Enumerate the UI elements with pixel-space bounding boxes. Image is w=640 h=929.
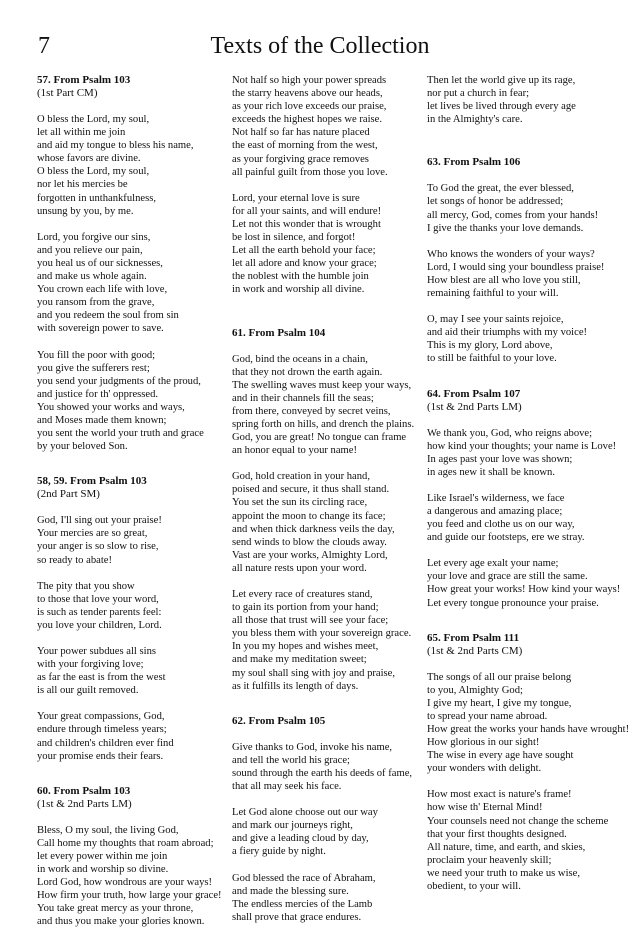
hymn-list <box>427 156 630 893</box>
verse-line: God, hold creation in your hand, <box>232 471 370 483</box>
verse-line: endure through timeless years; <box>37 724 167 736</box>
verse-line: and give a leading cloud by day, <box>232 833 369 845</box>
verse-line: You take great mercy as your throne, <box>37 903 194 915</box>
stanza <box>427 182 625 234</box>
hymn-text <box>427 671 630 894</box>
verse-line: all those that trust will see your face; <box>232 615 389 627</box>
verse-line: let all adore and know your grace; <box>232 258 377 270</box>
stanza <box>427 427 625 479</box>
hymn-heading: 65. From Psalm 111 <box>427 631 520 644</box>
verse-line: The pity that you show <box>37 580 135 592</box>
verse-line: The swelling waves must keep your ways, <box>232 379 412 391</box>
verse-line: your promise ends their fears. <box>37 750 164 762</box>
hymn-heading: 61. From Psalm 104 <box>232 326 326 339</box>
hymn-list <box>232 327 430 924</box>
stanza <box>232 74 430 179</box>
verse-line: in ages new it shall be known. <box>427 466 555 478</box>
verse-line: by your beloved Son. <box>37 441 128 453</box>
verse-line: in work and worship all divine. <box>232 284 365 296</box>
verse-line: as it fulfills its length of days. <box>232 680 359 692</box>
verse-line: In you my hopes and wishes meet, <box>232 641 379 653</box>
hymn-block <box>232 327 430 693</box>
stanza <box>37 580 235 632</box>
verse-line: and thus you make your glories known. <box>37 916 205 928</box>
verse-line: proclaim your heavenly skill; <box>427 854 552 866</box>
stanza <box>427 557 625 609</box>
verse-line: let lives be lived through every age <box>427 101 576 113</box>
hymn-text <box>232 353 430 693</box>
hymn-heading: 62. From Psalm 105 <box>232 714 326 727</box>
verse-line: spring forth on hills, and drench the plains. <box>232 418 415 430</box>
verse-line: as far the east is from the west <box>37 672 166 684</box>
verse-line: nor put a church in fear; <box>427 88 530 100</box>
verse-line: exceeds the highest hopes we raise. <box>232 114 383 126</box>
verse-line: Your great compassions, God, <box>37 711 165 723</box>
verse-line: and aid my tongue to bless his name, <box>37 140 194 152</box>
verse-line: and make my meditation sweet; <box>232 654 367 666</box>
verse-line: Let all the earth behold your face; <box>232 245 376 257</box>
verse-line: This is my glory, Lord above, <box>427 340 553 352</box>
verse-line: your anger is so slow to rise, <box>37 541 159 553</box>
verse-line: and made the blessing sure. <box>232 885 349 897</box>
verse-line: The songs of all our praise belong <box>427 671 572 683</box>
verse-line: I give my heart, I give my tongue, <box>427 697 572 709</box>
verse-line: you give the sufferers rest; <box>37 362 150 374</box>
verse-line: how kind your thoughts; your name is Love! <box>427 440 617 452</box>
verse-line: and when thick darkness veils the day, <box>232 523 395 535</box>
verse-line: Let every tongue pronounce your praise. <box>427 597 599 609</box>
stanza <box>37 645 235 697</box>
hymn-text <box>427 182 625 365</box>
verse-line: for all your saints, and will endure! <box>232 205 382 217</box>
verse-line: shall prove that grace endures. <box>232 911 362 923</box>
verse-line: How most exact is nature's frame! <box>427 789 572 801</box>
stanza <box>37 514 235 566</box>
verse-line: Not half so far has nature placed <box>232 127 370 139</box>
verse-line: you send your judgments of the proud, <box>37 375 201 387</box>
verse-line: that your first thoughts designed. <box>427 828 567 840</box>
verse-line: to those that love your word, <box>37 593 159 605</box>
page-title: Texts of the Collection <box>210 33 430 59</box>
verse-line: Your power subdues all sins <box>37 646 156 657</box>
verse-line: how wise th' Eternal Mind! <box>427 802 543 814</box>
hymn-meter: (1st & 2nd Parts LM) <box>37 797 132 810</box>
verse-line: sound through the earth his deeds of fame, <box>232 767 413 779</box>
verse-line: the east of morning from the west, <box>232 140 378 152</box>
verse-line: with sovereign power to save. <box>37 323 164 335</box>
column-3 <box>427 74 630 893</box>
verse-line: O bless the Lord, my soul, <box>37 166 150 178</box>
stanza <box>232 806 430 858</box>
verse-line: in the Almighty's care. <box>427 114 523 126</box>
verse-line: be lost in silence, and forgot! <box>232 232 356 244</box>
verse-line: Let not this wonder that is wrought <box>232 218 381 230</box>
verse-line: Lord, your eternal love is sure <box>232 192 360 204</box>
verse-line: God, bind the oceans in a chain, <box>232 353 368 365</box>
verse-line: Give thanks to God, invoke his name, <box>232 741 393 753</box>
verse-line: poised and secure, it thus shall stand. <box>232 484 390 496</box>
verse-line: as your rich love exceeds our praise, <box>232 101 387 113</box>
verse-line: Your counsels need not change the scheme <box>427 815 609 827</box>
verse-line: your wonders with delight. <box>427 763 542 775</box>
verse-line: remaining faithful to your will. <box>427 288 559 300</box>
hymn-block <box>232 715 430 924</box>
stanza <box>232 741 430 793</box>
verse-line: Lord God, how wondrous are your ways! <box>37 877 213 889</box>
verse-line: and children's children ever find <box>37 737 174 749</box>
stanza <box>232 353 430 458</box>
verse-line: is all our guilt removed. <box>37 685 139 697</box>
verse-line: All nature, time, and earth, and skies, <box>427 841 586 853</box>
hymn-text <box>427 427 625 610</box>
continued-stanzas <box>427 74 625 126</box>
verse-line: In ages past your love was shown; <box>427 453 573 465</box>
verse-line: you bless them with your sovereign grace. <box>232 628 412 640</box>
verse-line: to still be faithful to your love. <box>427 353 557 365</box>
verse-line: we need your truth to make us wise, <box>427 867 580 879</box>
verse-line: Like Israel's wilderness, we face <box>427 492 565 504</box>
verse-line: an honor equal to your name! <box>232 445 358 457</box>
hymn-text <box>37 113 235 453</box>
hymn-meter: (1st Part CM) <box>37 87 98 99</box>
verse-line: You showed your works and ways, <box>37 401 185 413</box>
verse-line: you ransom from the grave, <box>37 297 155 309</box>
stanza <box>37 113 235 218</box>
verse-line: to spread your name abroad. <box>427 710 548 722</box>
verse-line: all painful guilt from those you love. <box>232 166 388 178</box>
stanza <box>37 231 235 336</box>
stanza <box>232 470 430 575</box>
verse-line: and make us whole again. <box>37 271 147 283</box>
stanza <box>427 788 625 893</box>
verse-line: a dangerous and amazing place; <box>427 505 563 517</box>
verse-line: Let every race of creatures stand, <box>232 589 373 600</box>
verse-line: let all within me join <box>37 127 126 139</box>
verse-line: God blessed the race of Abraham, <box>232 872 376 884</box>
hymn-block <box>37 785 235 929</box>
verse-line: The endless mercies of the Lamb <box>232 898 373 910</box>
hymn-text <box>37 514 235 763</box>
verse-line: let every power within me join <box>37 850 168 862</box>
column-2 <box>232 74 430 924</box>
verse-line: Lord, I would sing your boundless praise! <box>427 261 605 273</box>
hymn-heading: 63. From Psalm 106 <box>427 156 521 169</box>
verse-line: send winds to blow the clouds away. <box>232 536 387 548</box>
verse-line: unsung by you, by me. <box>37 205 134 217</box>
verse-line: Let God alone choose out our way <box>232 807 378 819</box>
stanza <box>232 872 430 924</box>
verse-line: to you, Almighty God; <box>427 684 523 696</box>
continued-stanzas <box>232 74 430 297</box>
verse-line: Call home my thoughts that roam abroad; <box>37 837 214 849</box>
verse-line: God, I'll sing out your praise! <box>37 515 162 527</box>
verse-line: and mark our journeys right, <box>232 820 353 832</box>
stanza <box>37 710 235 762</box>
verse-line: How firm your truth, how large your grace! <box>37 890 222 902</box>
verse-line: God, you are great! No tongue can frame <box>232 432 407 444</box>
stanza <box>427 671 630 776</box>
verse-line: Not half so high your power spreads <box>232 75 387 86</box>
verse-line: Your mercies are so great, <box>37 528 148 540</box>
verse-line: all mercy, God, comes from your hands! <box>427 209 599 221</box>
hymn-block <box>427 156 625 365</box>
page-number: 7 <box>38 33 50 59</box>
verse-line: You crown each life with love, <box>37 284 168 296</box>
verse-line: to gain its portion from your hand; <box>232 602 379 614</box>
verse-line: that they not drown the earth again. <box>232 366 383 378</box>
verse-line: Vast are your works, Almighty Lord, <box>232 549 388 561</box>
hymn-meter: (1st & 2nd Parts LM) <box>427 400 522 413</box>
hymn-heading: 60. From Psalm 103 <box>37 784 131 797</box>
verse-line: How blest are all who love you still, <box>427 274 581 286</box>
verse-line: O bless the Lord, my soul, <box>37 114 150 125</box>
verse-line: you sent the world your truth and grace <box>37 428 204 440</box>
stanza <box>232 588 430 693</box>
verse-line: To God the great, the ever blessed, <box>427 183 574 195</box>
verse-line: all nature rests upon your word. <box>232 562 367 574</box>
verse-line: You set the sun its circling race, <box>232 497 368 509</box>
hymn-block <box>427 631 630 894</box>
hymn-heading: 58, 59. From Psalm 103 <box>37 475 147 488</box>
hymn-list <box>37 74 235 929</box>
verse-line: and guide our footsteps, ere we stray. <box>427 532 585 544</box>
column-1 <box>37 74 235 929</box>
stanza <box>427 492 625 544</box>
hymn-text <box>37 824 235 929</box>
verse-line: Who knows the wonders of your ways? <box>427 248 595 260</box>
hymn-heading: 57. From Psalm 103 <box>37 74 131 86</box>
verse-line: obedient, to your will. <box>427 881 521 893</box>
hymn-block <box>427 388 625 610</box>
verse-line: appoint the moon to change its face; <box>232 510 386 522</box>
verse-line: you feed and clothe us on our way, <box>427 519 575 531</box>
hymn-block <box>37 74 235 453</box>
hymn-block <box>37 475 235 763</box>
verse-line: Let every age exalt your name; <box>427 558 559 570</box>
verse-line: and in their channels fill the seas; <box>232 392 374 404</box>
verse-line: a fiery guide by night. <box>232 846 326 858</box>
verse-line: my soul shall sing with joy and praise, <box>232 667 396 679</box>
verse-line: Lord, you forgive our sins, <box>37 231 151 243</box>
verse-line: with your forgiving love; <box>37 659 144 671</box>
verse-line: O, may I see your saints rejoice, <box>427 314 564 326</box>
verse-line: whose favors are divine. <box>37 153 141 165</box>
verse-line: nor let his mercies be <box>37 179 128 191</box>
verse-line: as your forgiving grace removes <box>232 153 369 165</box>
verse-line: Then let the world give up its rage, <box>427 75 576 86</box>
verse-line: is such as tender parents feel: <box>37 606 162 618</box>
verse-line: from there, conveyed by secret veins, <box>232 405 391 417</box>
verse-line: You fill the poor with good; <box>37 349 156 361</box>
verse-line: and aid their triumphs with my voice! <box>427 327 588 339</box>
verse-line: you heal us of our sicknesses, <box>37 257 163 269</box>
verse-line: let songs of honor be addressed; <box>427 196 564 208</box>
stanza <box>427 248 625 300</box>
verse-line: and justice for th' oppressed. <box>37 388 159 400</box>
verse-line: your love and grace are still the same. <box>427 571 588 583</box>
verse-line: How great the works your hands have wrought! <box>427 724 630 735</box>
hymn-text <box>232 741 430 924</box>
verse-line: I give the thanks your love demands. <box>427 222 584 234</box>
verse-line: and tell the world his grace; <box>232 754 350 766</box>
stanza <box>37 349 235 454</box>
verse-line: in work and worship so divine. <box>37 864 169 876</box>
verse-line: the noblest with the humble join <box>232 271 369 283</box>
verse-line: forgotten in unthankfulness, <box>37 192 156 204</box>
stanza <box>232 192 430 297</box>
stanza <box>427 313 625 365</box>
verse-line: The wise in every age have sought <box>427 750 574 762</box>
stanza <box>37 824 235 929</box>
verse-line: so ready to abate! <box>37 554 113 566</box>
verse-line: and you redeem the soul from sin <box>37 310 179 322</box>
verse-line: Bless, O my soul, the living God, <box>37 824 179 836</box>
hymn-meter: (1st & 2nd Parts CM) <box>427 644 523 657</box>
hymn-heading: 64. From Psalm 107 <box>427 387 521 400</box>
verse-line: and you relieve our pain, <box>37 244 143 256</box>
hymn-meter: (2nd Part SM) <box>37 488 100 501</box>
verse-line: that all may seek his face. <box>232 781 342 793</box>
verse-line: the starry heavens above our heads, <box>232 88 383 100</box>
stanza <box>427 74 625 126</box>
verse-line: you love your children, Lord. <box>37 619 162 631</box>
verse-line: and Moses made them known; <box>37 414 167 426</box>
verse-line: How great your works! How kind your ways! <box>427 584 621 596</box>
verse-line: We thank you, God, who reigns above; <box>427 427 593 439</box>
verse-line: How glorious in our sight! <box>427 737 540 749</box>
